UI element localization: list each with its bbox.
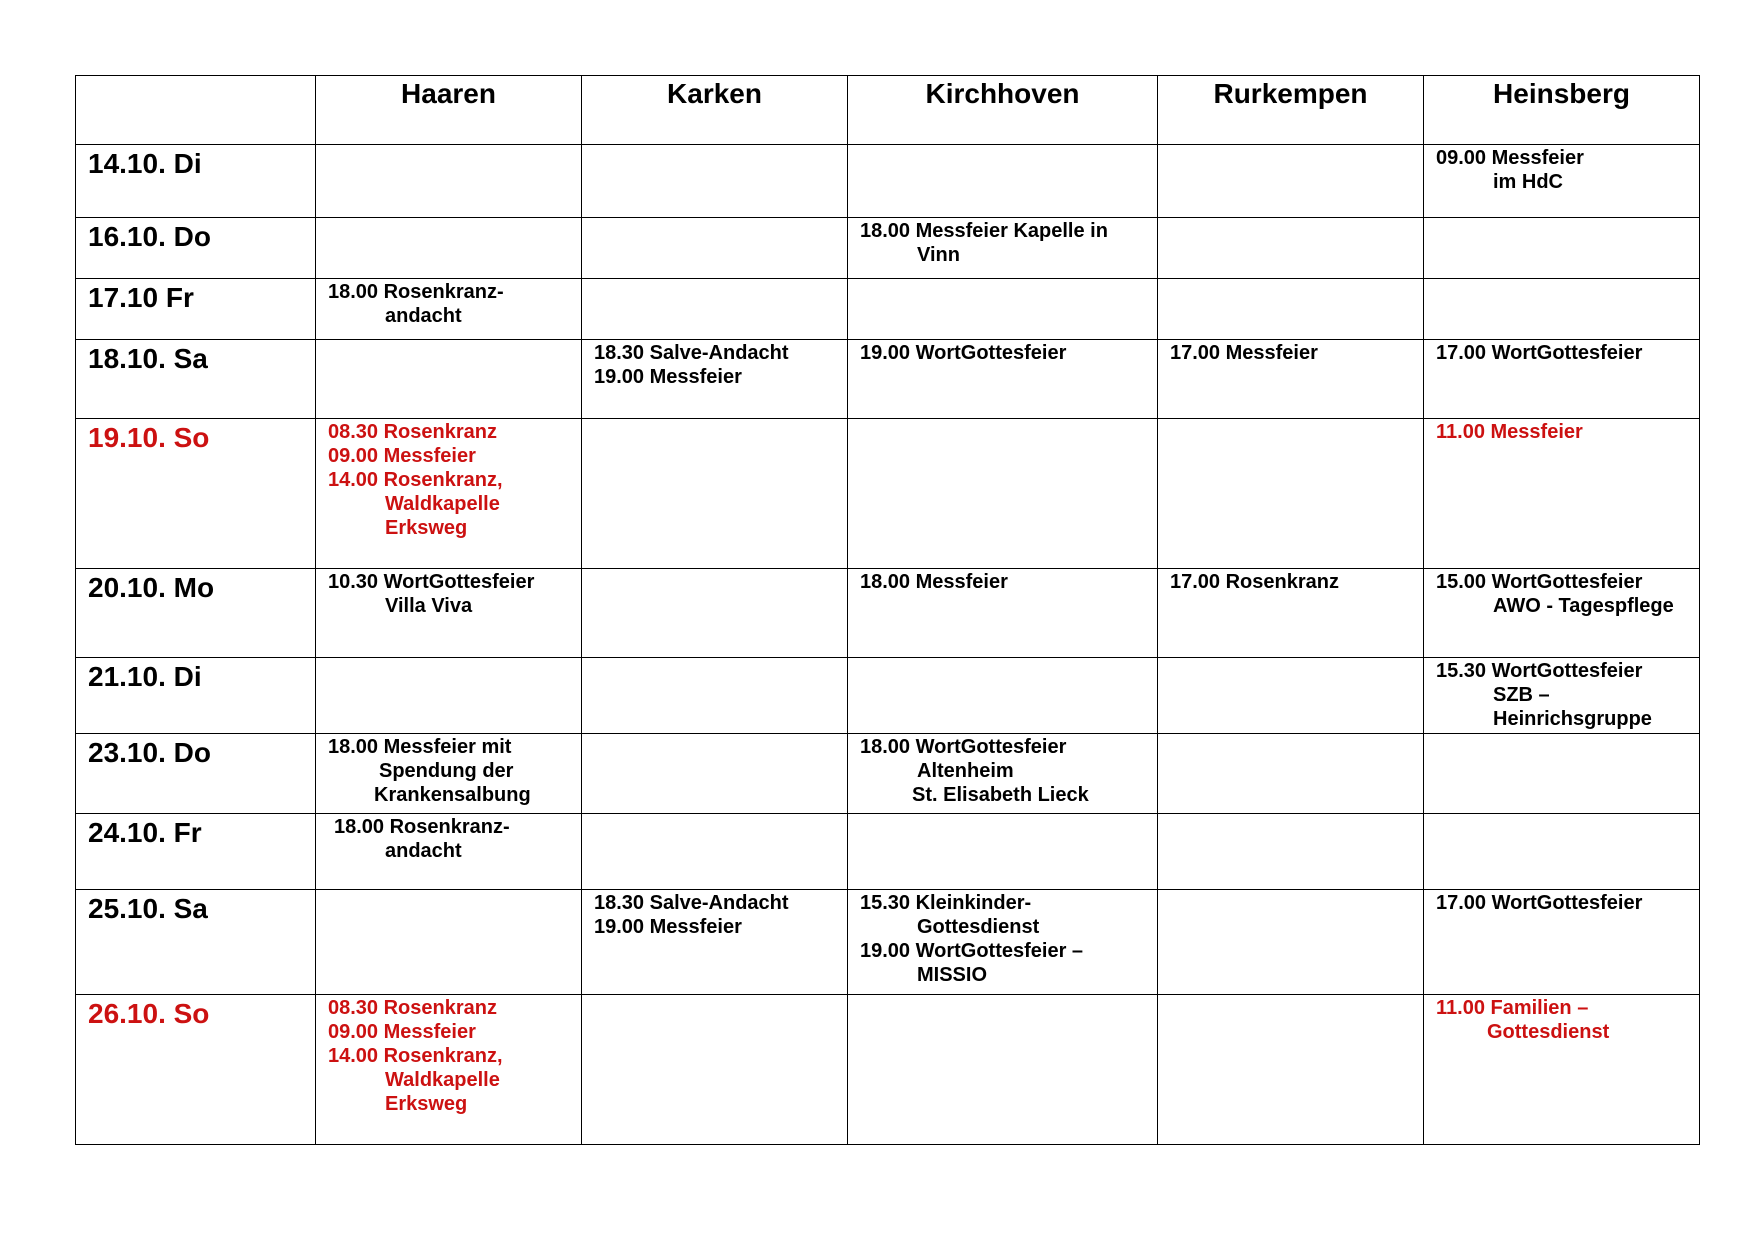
cell-kirchhoven <box>848 890 1158 995</box>
cell-karken <box>582 340 848 419</box>
entry-line: andacht <box>385 305 462 327</box>
entry-line: 10.30 WortGottesfeier <box>328 571 535 593</box>
cell-haaren <box>316 279 582 340</box>
table-row <box>76 279 1700 340</box>
cell-haaren <box>316 995 582 1145</box>
cell-heinsberg <box>1424 814 1700 890</box>
cell-heinsberg <box>1424 145 1700 218</box>
table-row <box>76 419 1700 569</box>
entry-line: 19.00 Messfeier <box>594 366 742 388</box>
entry-line: Waldkapelle <box>385 493 500 515</box>
entry-line: Waldkapelle <box>385 1069 500 1091</box>
table-row <box>76 145 1700 218</box>
entry-line: Erksweg <box>385 1093 468 1115</box>
cell-kirchhoven <box>848 658 1158 734</box>
entry-line: 18.30 Salve-Andacht <box>594 342 789 364</box>
entry-line: 09.00 Messfeier <box>328 445 476 467</box>
entry-line: 15.00 WortGottesfeier <box>1436 571 1643 593</box>
entry-line: 17.00 Messfeier <box>1170 342 1318 364</box>
cell-karken <box>582 995 848 1145</box>
entry-line: SZB – <box>1493 684 1550 706</box>
entry-line: Villa Viva <box>385 595 473 617</box>
cell-kirchhoven <box>848 419 1158 569</box>
entry-line: St. Elisabeth Lieck <box>912 784 1089 806</box>
entry-line: Altenheim <box>917 760 1014 782</box>
entry-line: 18.00 Messfeier <box>860 571 1008 593</box>
day-label: 23.10. Do <box>76 734 316 814</box>
column-header-karken: Karken <box>582 76 848 145</box>
column-header-heinsberg: Heinsberg <box>1424 76 1700 145</box>
entry-line: 14.00 Rosenkranz, <box>328 1045 503 1067</box>
entry-line: 18.30 Salve-Andacht <box>594 892 789 914</box>
entry-line: 18.00 Messfeier mit <box>328 736 512 758</box>
day-label: 25.10. Sa <box>76 890 316 995</box>
cell-heinsberg <box>1424 890 1700 995</box>
cell-karken <box>582 814 848 890</box>
day-label: 19.10. So <box>76 419 316 569</box>
entry-line: Vinn <box>917 244 960 266</box>
column-header-rurkempen: Rurkempen <box>1158 76 1424 145</box>
cell-heinsberg <box>1424 734 1700 814</box>
cell-haaren <box>316 734 582 814</box>
entry-line: Erksweg <box>385 517 468 539</box>
entry-line: 18.00 Messfeier Kapelle in <box>860 220 1108 242</box>
entry-line: 18.00 Rosenkranz- <box>334 816 510 838</box>
entry-line: 15.30 WortGottesfeier <box>1436 660 1643 682</box>
entry-line: 11.00 Messfeier <box>1436 421 1583 443</box>
cell-rurkempen <box>1158 658 1424 734</box>
table-row <box>76 734 1700 814</box>
entry-line: 15.30 Kleinkinder- <box>860 892 1032 914</box>
day-label: 16.10. Do <box>76 218 316 279</box>
entry-line: 17.00 Rosenkranz <box>1170 571 1339 593</box>
table-row <box>76 890 1700 995</box>
cell-heinsberg <box>1424 995 1700 1145</box>
table-row <box>76 569 1700 658</box>
table-row <box>76 218 1700 279</box>
cell-haaren <box>316 218 582 279</box>
entry-line: 09.00 Messfeier <box>328 1021 476 1043</box>
cell-rurkempen <box>1158 279 1424 340</box>
cell-kirchhoven <box>848 340 1158 419</box>
cell-heinsberg <box>1424 218 1700 279</box>
entry-line: Heinrichsgruppe <box>1493 708 1652 730</box>
cell-karken <box>582 734 848 814</box>
cell-karken <box>582 279 848 340</box>
entry-line: 19.00 Messfeier <box>594 916 742 938</box>
cell-kirchhoven <box>848 569 1158 658</box>
cell-kirchhoven <box>848 734 1158 814</box>
entry-line: im HdC <box>1493 171 1563 193</box>
table-row <box>76 995 1700 1145</box>
entry-line: 19.00 WortGottesfeier – <box>860 940 1084 962</box>
cell-haaren <box>316 814 582 890</box>
entry-line: 17.00 WortGottesfeier <box>1436 342 1643 364</box>
day-label: 21.10. Di <box>76 658 316 734</box>
entry-line: 18.00 Rosenkranz- <box>328 281 504 303</box>
entry-line: 08.30 Rosenkranz <box>328 421 497 443</box>
day-label: 24.10. Fr <box>76 814 316 890</box>
cell-rurkempen <box>1158 734 1424 814</box>
cell-rurkempen <box>1158 340 1424 419</box>
column-header-kirchhoven: Kirchhoven <box>848 76 1158 145</box>
cell-karken <box>582 218 848 279</box>
cell-heinsberg <box>1424 658 1700 734</box>
cell-haaren <box>316 658 582 734</box>
entry-line: 19.00 WortGottesfeier <box>860 342 1067 364</box>
entry-line: 17.00 WortGottesfeier <box>1436 892 1643 914</box>
entry-line: Gottesdienst <box>917 916 1040 938</box>
cell-rurkempen <box>1158 569 1424 658</box>
cell-rurkempen <box>1158 890 1424 995</box>
table-row <box>76 658 1700 734</box>
cell-haaren <box>316 569 582 658</box>
cell-karken <box>582 419 848 569</box>
entry-line: 08.30 Rosenkranz <box>328 997 497 1019</box>
day-label: 14.10. Di <box>76 145 316 218</box>
cell-rurkempen <box>1158 419 1424 569</box>
day-label: 18.10. Sa <box>76 340 316 419</box>
cell-kirchhoven <box>848 145 1158 218</box>
cell-karken <box>582 658 848 734</box>
header-corner <box>76 76 316 145</box>
cell-kirchhoven <box>848 279 1158 340</box>
cell-rurkempen <box>1158 814 1424 890</box>
entry-line: 18.00 WortGottesfeier <box>860 736 1067 758</box>
day-label: 20.10. Mo <box>76 569 316 658</box>
day-label: 26.10. So <box>76 995 316 1145</box>
header-row <box>76 76 1700 145</box>
entry-line: Krankensalbung <box>374 784 531 806</box>
cell-rurkempen <box>1158 218 1424 279</box>
cell-haaren <box>316 419 582 569</box>
cell-rurkempen <box>1158 995 1424 1145</box>
cell-karken <box>582 890 848 995</box>
cell-heinsberg <box>1424 279 1700 340</box>
cell-kirchhoven <box>848 814 1158 890</box>
cell-haaren <box>316 890 582 995</box>
entry-line: andacht <box>385 840 462 862</box>
table-row <box>76 340 1700 419</box>
cell-karken <box>582 569 848 658</box>
entry-line: Spendung der <box>379 760 514 782</box>
entry-line: 11.00 Familien – <box>1436 997 1589 1019</box>
cell-heinsberg <box>1424 569 1700 658</box>
entry-line: 09.00 Messfeier <box>1436 147 1584 169</box>
cell-kirchhoven <box>848 218 1158 279</box>
schedule-table <box>75 75 1700 1145</box>
cell-kirchhoven <box>848 995 1158 1145</box>
entry-line: 14.00 Rosenkranz, <box>328 469 503 491</box>
entry-line: Gottesdienst <box>1487 1021 1610 1043</box>
column-header-haaren: Haaren <box>316 76 582 145</box>
cell-rurkempen <box>1158 145 1424 218</box>
cell-heinsberg <box>1424 340 1700 419</box>
day-label: 17.10 Fr <box>76 279 316 340</box>
entry-line: AWO - Tagespflege <box>1493 595 1674 617</box>
table-row <box>76 814 1700 890</box>
cell-haaren <box>316 340 582 419</box>
cell-heinsberg <box>1424 419 1700 569</box>
entry-line: MISSIO <box>917 964 988 986</box>
cell-haaren <box>316 145 582 218</box>
cell-karken <box>582 145 848 218</box>
